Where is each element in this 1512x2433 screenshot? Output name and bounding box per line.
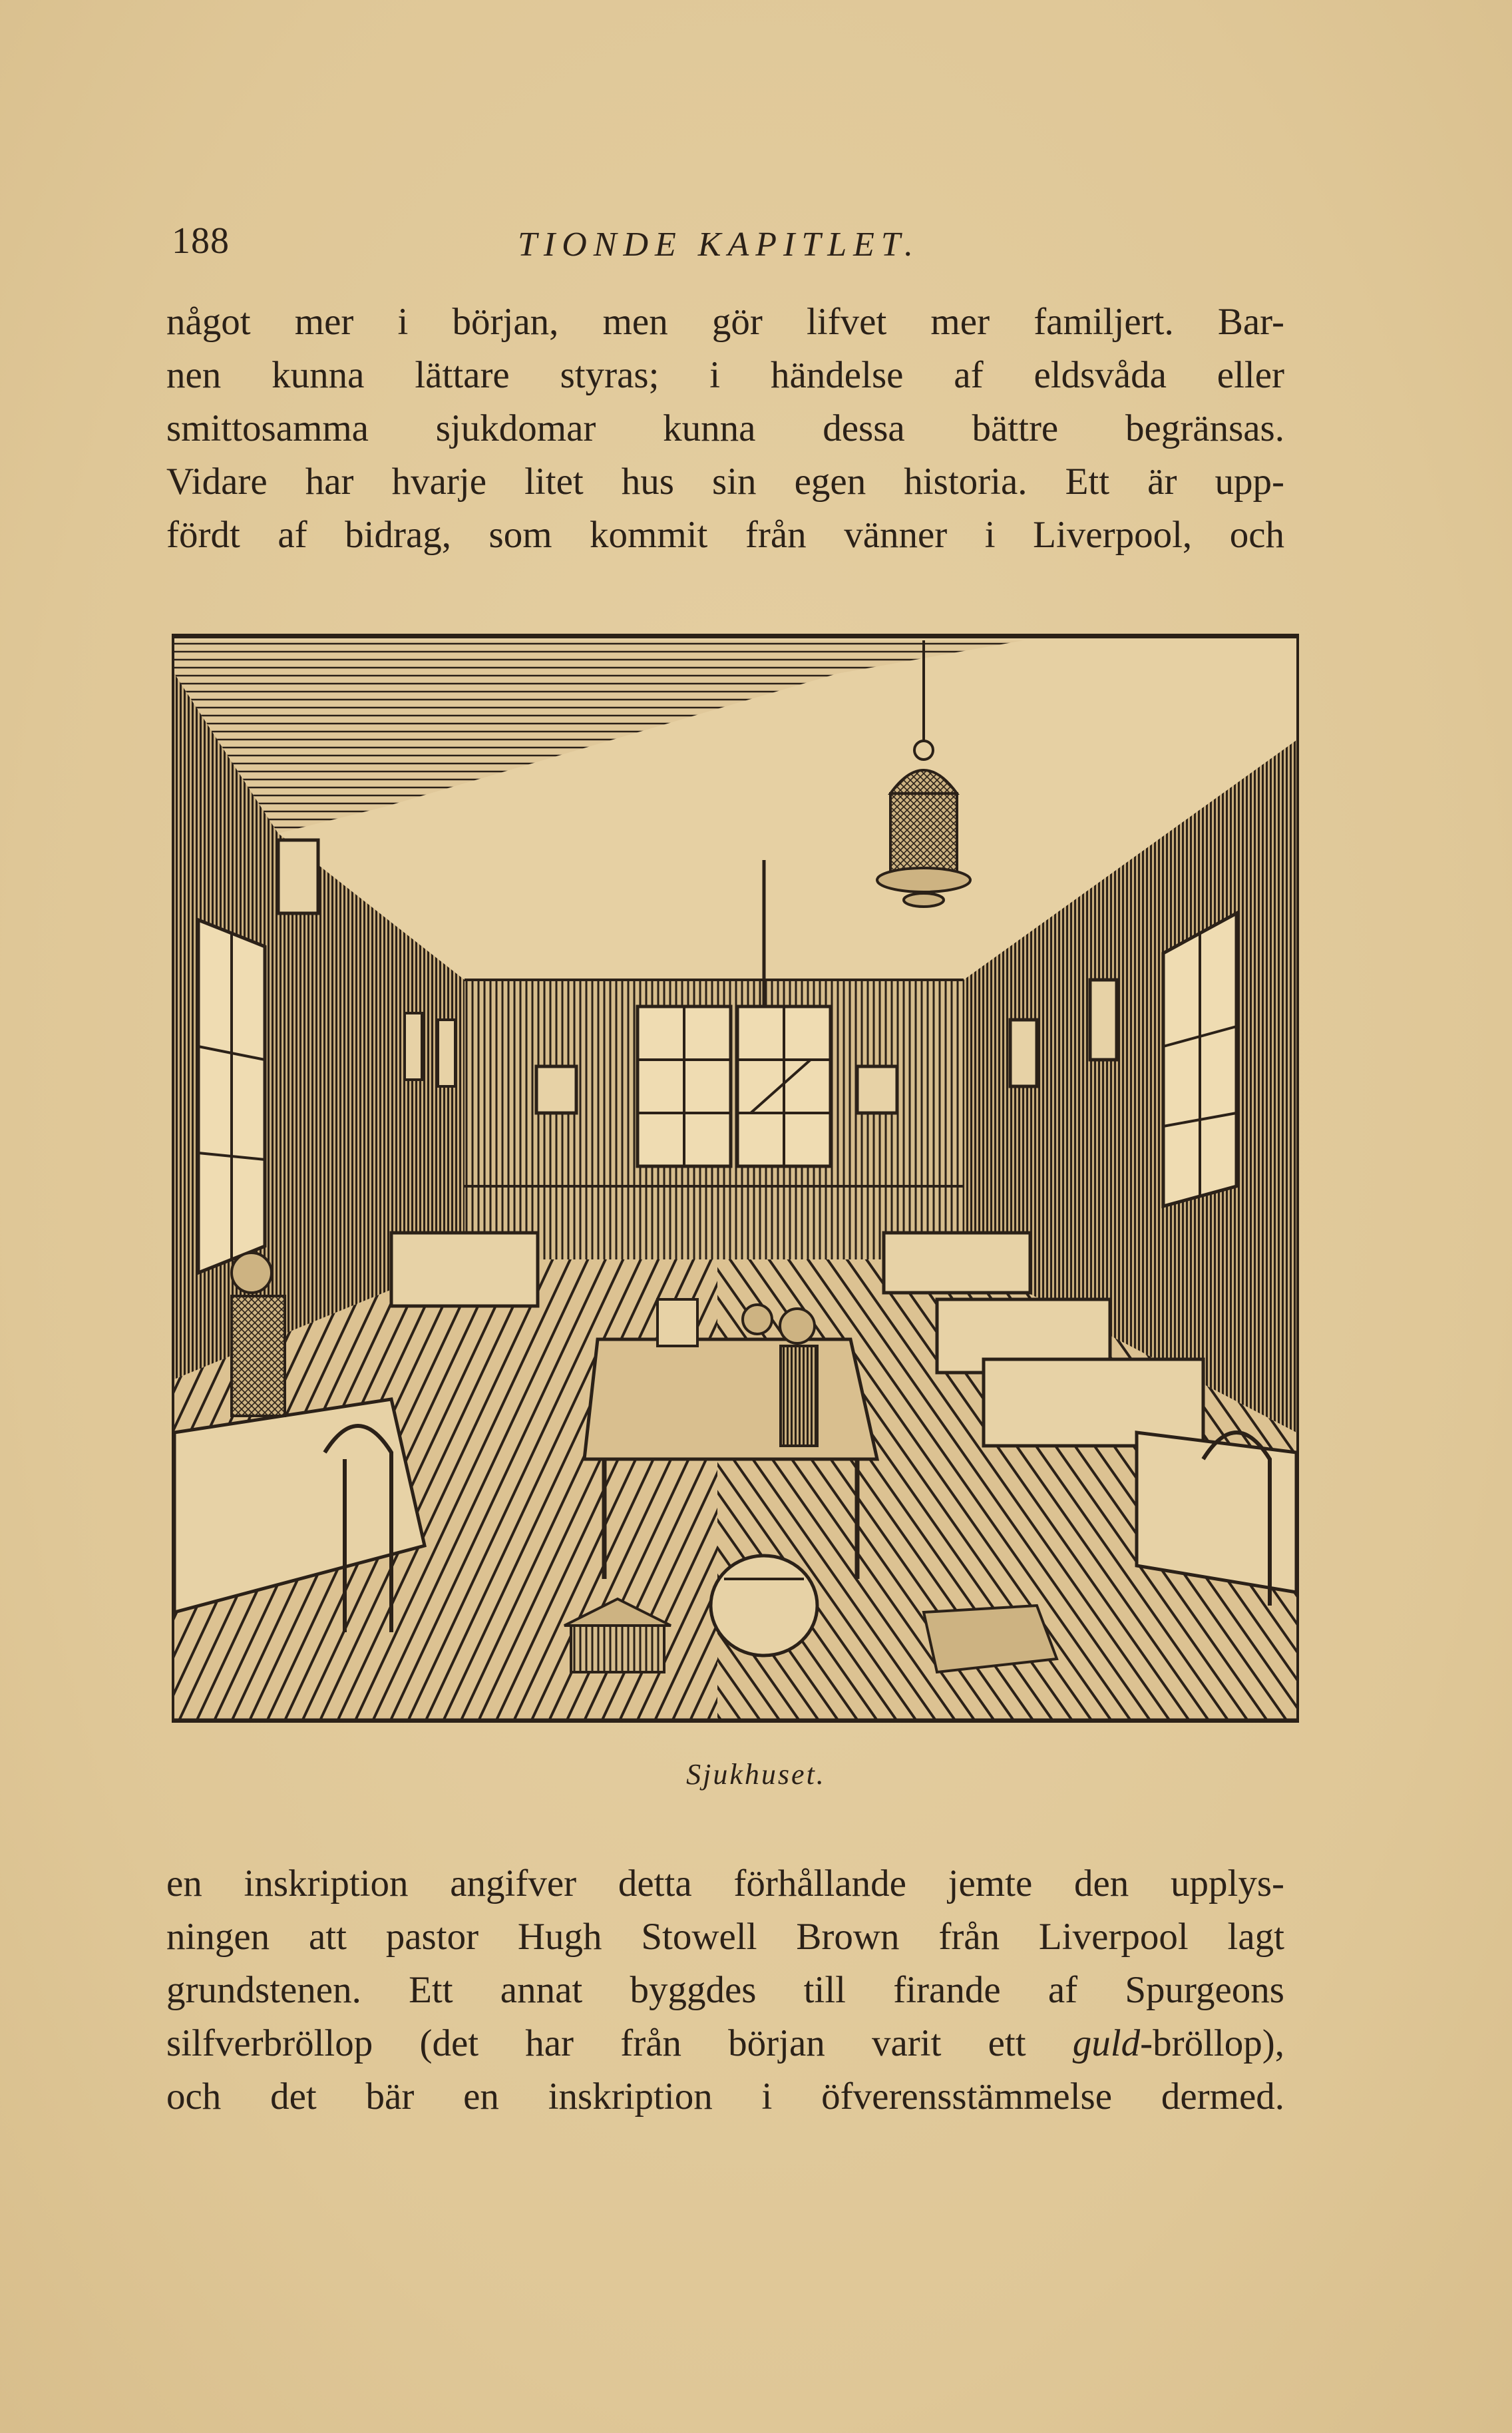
text-line: fördt af bidrag, som kommit från vänner i Liverpool, och xyxy=(166,514,1284,556)
text-line: grundstenen. Ett annat byggdes till firande af Spurgeons xyxy=(166,1969,1284,2011)
running-head: TIONDE KAPITLET. xyxy=(518,226,920,264)
page-header xyxy=(172,220,1290,266)
figure-caption: Sjukhuset. xyxy=(686,1758,826,1791)
text-line-mixed xyxy=(166,2017,1284,2070)
text-line: och det bär en inskription i öfverensstämmelse dermed. xyxy=(166,2076,1284,2117)
side-window-left xyxy=(198,920,265,1273)
text-line: ningen att pastor Hugh Stowell Brown från Liverpool lagt xyxy=(166,1916,1284,1958)
text-line: en inskription angifver detta förhållande jemte den upplys- xyxy=(166,1863,1284,1904)
text-segment: silfverbröllop (det har från början varit ett xyxy=(166,2022,1073,2064)
page-number: 188 xyxy=(172,220,230,262)
floor-box xyxy=(924,1606,1057,1672)
italic-word: guld xyxy=(1072,2022,1141,2064)
text-line: nen kunna lättare styras; i händelse af eldsvåda eller xyxy=(166,354,1284,396)
text-line: smittosamma sjukdomar kunna dessa bättre begränsas. xyxy=(166,407,1284,449)
text-segment: -bröllop), xyxy=(1140,2022,1284,2064)
paragraph-bottom xyxy=(166,1857,1284,2123)
back-window-right xyxy=(737,1006,831,1166)
paragraph-top xyxy=(166,296,1284,562)
seated-person xyxy=(780,1309,817,1446)
side-window-right xyxy=(1163,913,1236,1206)
fishbowl xyxy=(711,1556,817,1656)
back-window-left xyxy=(638,1006,731,1166)
engraving-figure xyxy=(172,634,1299,1723)
hospital-ward-engraving xyxy=(172,634,1299,1723)
text-line: något mer i början, men gör lifvet mer familjert. Bar- xyxy=(166,301,1284,343)
text-line: Vidare har hvarje litet hus sin egen historia. Ett är upp- xyxy=(166,461,1284,503)
